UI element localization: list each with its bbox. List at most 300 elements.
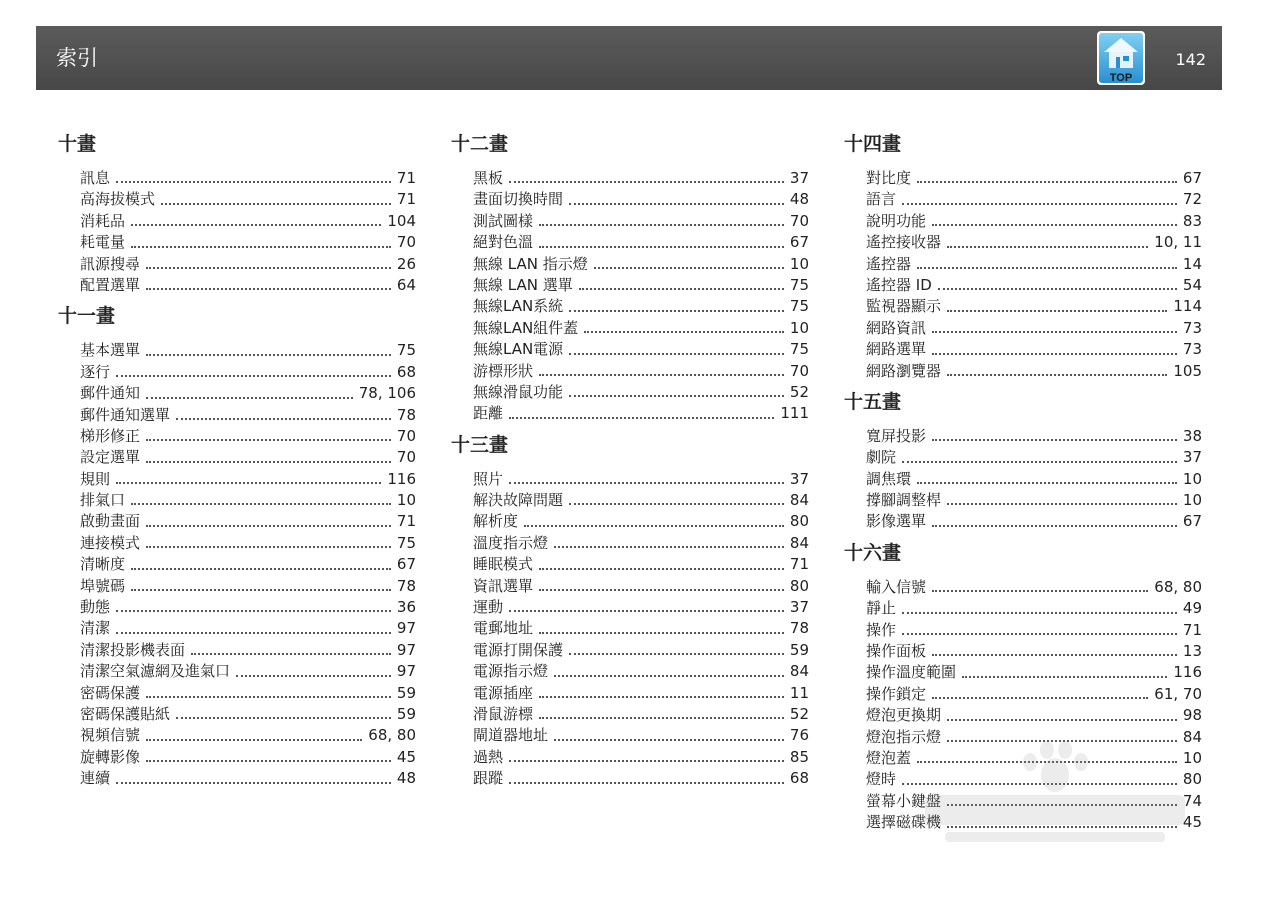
index-entry[interactable]	[473, 704, 809, 725]
dot-leader	[146, 696, 391, 698]
index-term: 旋轉影像	[80, 747, 141, 766]
page-reference-link[interactable]: 10	[396, 491, 416, 510]
index-term: 動態	[80, 598, 111, 617]
page-reference-link[interactable]: 59	[789, 640, 809, 659]
dot-leader	[917, 267, 1177, 269]
index-term: 視頻信號	[80, 726, 141, 745]
index-term: 網路選單	[866, 340, 927, 359]
page-reference-link[interactable]: 48	[789, 190, 809, 209]
index-term: 無線滑鼠功能	[473, 382, 564, 401]
dot-leader	[146, 461, 391, 463]
index-entry[interactable]	[473, 189, 809, 210]
index-term: 跟蹤	[473, 769, 504, 788]
page-reference-link[interactable]: 74	[1182, 791, 1202, 810]
index-term: 解析度	[473, 512, 519, 531]
dot-leader	[917, 761, 1177, 763]
dot-leader	[116, 632, 391, 634]
page-reference-link[interactable]: 70	[396, 233, 416, 252]
page-reference-link[interactable]: 10	[789, 318, 809, 337]
page-reference-link[interactable]: 48	[396, 769, 416, 788]
index-entry[interactable]	[473, 597, 809, 618]
section-heading: 十五畫	[844, 390, 902, 413]
page-reference-link[interactable]: 45	[396, 747, 416, 766]
dot-leader	[569, 353, 784, 355]
page-reference-link[interactable]: 45	[1182, 813, 1202, 832]
index-entry[interactable]	[866, 296, 1202, 317]
index-entry[interactable]	[80, 597, 416, 618]
index-term: 基本選單	[80, 341, 141, 360]
index-term: 選擇磁碟機	[866, 813, 942, 832]
dot-leader	[116, 782, 391, 784]
index-term: 啟動畫面	[80, 512, 141, 531]
dot-leader	[947, 246, 1148, 248]
index-entry[interactable]	[80, 426, 416, 447]
index-entry[interactable]	[80, 383, 416, 404]
page-reference-link[interactable]: 80	[789, 512, 809, 531]
index-entry[interactable]	[80, 168, 416, 189]
dot-leader	[539, 632, 784, 634]
page-reference-link[interactable]: 71	[789, 555, 809, 574]
index-term: 高海拔模式	[80, 190, 156, 209]
dot-leader	[509, 782, 784, 784]
index-entry[interactable]	[473, 490, 809, 511]
page-reference-link[interactable]: 71	[396, 190, 416, 209]
page-reference-link[interactable]: 116	[1173, 663, 1202, 682]
index-term: 配置選單	[80, 275, 141, 294]
page-reference-link[interactable]: 75	[396, 533, 416, 552]
page-reference-link[interactable]: 67	[1182, 512, 1202, 531]
index-entry[interactable]	[866, 769, 1202, 790]
dot-leader	[932, 224, 1177, 226]
index-term: 網路瀏覽器	[866, 361, 942, 380]
index-term: 距離	[473, 404, 504, 423]
index-entry[interactable]	[866, 232, 1202, 253]
page-reference-link[interactable]: 68	[396, 362, 416, 381]
dot-leader	[539, 374, 784, 376]
page-reference-link[interactable]: 97	[396, 662, 416, 681]
page-reference-link[interactable]: 52	[789, 382, 809, 401]
page-reference-link[interactable]: 67	[396, 555, 416, 574]
index-entry[interactable]	[866, 211, 1202, 232]
page-reference-link[interactable]: 70	[789, 361, 809, 380]
section-heading: 十六畫	[844, 541, 902, 564]
index-entry[interactable]	[866, 361, 1202, 382]
index-term: 無線LAN電源	[473, 340, 564, 359]
page-reference-link[interactable]: 70	[789, 211, 809, 230]
index-entry[interactable]	[473, 403, 809, 424]
page-reference-link[interactable]: 84	[1182, 727, 1202, 746]
page-reference-link[interactable]: 54	[1182, 275, 1202, 294]
index-term: 清潔	[80, 619, 111, 638]
dot-leader	[594, 267, 784, 269]
index-entry[interactable]	[473, 618, 809, 639]
index-entry[interactable]	[80, 661, 416, 682]
dot-leader	[917, 181, 1177, 183]
page-reference-link[interactable]: 11	[789, 683, 809, 702]
page-reference-link[interactable]: 26	[396, 254, 416, 273]
index-entry[interactable]	[866, 812, 1202, 833]
dot-leader	[539, 589, 784, 591]
index-entry[interactable]	[80, 362, 416, 383]
page-reference-link[interactable]: 10	[789, 254, 809, 273]
index-term: 資訊選單	[473, 576, 534, 595]
page-reference-link[interactable]: 67	[1182, 168, 1202, 187]
index-term: 過熱	[473, 747, 504, 766]
index-term: 清潔空氣濾網及進氣口	[80, 662, 231, 681]
page-reference-link[interactable]: 85	[789, 747, 809, 766]
index-term: 監視器顯示	[866, 297, 942, 316]
index-section	[844, 388, 1204, 533]
dot-leader	[509, 482, 784, 484]
page-reference-link[interactable]: 37	[789, 598, 809, 617]
index-entry[interactable]	[80, 511, 416, 532]
page-reference-link[interactable]: 78, 106	[358, 384, 416, 403]
index-entry[interactable]	[866, 705, 1202, 726]
index-term: 遙控器	[866, 254, 912, 273]
index-term: 電源插座	[473, 683, 534, 702]
index-term: 連續	[80, 769, 111, 788]
page-reference-link[interactable]: 76	[789, 726, 809, 745]
index-term: 郵件通知選單	[80, 405, 171, 424]
index-entry[interactable]	[80, 447, 416, 468]
dot-leader	[539, 568, 784, 570]
page-reference-link[interactable]: 10, 11	[1154, 233, 1202, 252]
page-reference-link[interactable]: 105	[1173, 361, 1202, 380]
page-reference-link[interactable]: 68, 80	[1154, 577, 1202, 596]
index-entry[interactable]	[473, 361, 809, 382]
index-entry[interactable]	[80, 768, 416, 789]
page-reference-link[interactable]: 59	[396, 704, 416, 723]
index-entry[interactable]	[473, 683, 809, 704]
index-entry-list	[80, 168, 416, 296]
top-button[interactable]	[1096, 30, 1146, 86]
index-entry[interactable]	[866, 511, 1202, 532]
page-reference-link[interactable]: 73	[1182, 340, 1202, 359]
index-entry[interactable]	[866, 189, 1202, 210]
dot-leader	[146, 525, 391, 527]
index-term: 耗電量	[80, 233, 126, 252]
page-reference-link[interactable]: 71	[396, 512, 416, 531]
dot-leader	[131, 589, 391, 591]
page-reference-link[interactable]: 14	[1182, 254, 1202, 273]
dot-leader	[569, 503, 784, 505]
dot-leader	[131, 503, 391, 505]
page-reference-link[interactable]: 97	[396, 619, 416, 638]
dot-leader	[524, 525, 784, 527]
index-term: 設定選單	[80, 448, 141, 467]
index-entry[interactable]	[866, 339, 1202, 360]
dot-leader	[131, 224, 381, 226]
dot-leader	[509, 417, 774, 419]
index-term: 密碼保護貼紙	[80, 704, 171, 723]
index-column-1	[58, 130, 418, 796]
dot-leader	[947, 503, 1177, 505]
index-term: 操作鎖定	[866, 684, 927, 703]
section-heading: 十一畫	[58, 305, 116, 328]
dot-leader	[917, 482, 1177, 484]
page-reference-link[interactable]: 59	[396, 683, 416, 702]
page-reference-link[interactable]: 37	[1182, 448, 1202, 467]
index-entry[interactable]	[473, 339, 809, 360]
dot-leader	[176, 418, 391, 420]
page-reference-link[interactable]: 67	[789, 233, 809, 252]
dot-leader	[569, 395, 784, 397]
page-reference-link[interactable]: 80	[789, 576, 809, 595]
page-reference-link[interactable]: 75	[789, 275, 809, 294]
index-term: 畫面切換時間	[473, 190, 564, 209]
page-reference-link[interactable]: 98	[1182, 706, 1202, 725]
page-reference-link[interactable]: 111	[780, 404, 809, 423]
dot-leader	[161, 203, 391, 205]
index-term: 郵件通知	[80, 384, 141, 403]
section-heading: 十四畫	[844, 133, 902, 155]
index-term: 逐行	[80, 362, 111, 381]
page-reference-link[interactable]: 37	[789, 469, 809, 488]
index-term: 操作溫度範圍	[866, 663, 957, 682]
dot-leader	[191, 653, 391, 655]
index-entry[interactable]	[473, 168, 809, 189]
index-entry[interactable]	[473, 661, 809, 682]
index-entry[interactable]	[473, 554, 809, 575]
index-term: 寬屏投影	[866, 426, 927, 445]
index-entry[interactable]	[80, 725, 416, 746]
index-entry-list	[866, 168, 1202, 382]
page-reference-link[interactable]: 71	[1182, 620, 1202, 639]
index-entry[interactable]	[80, 211, 416, 232]
page-reference-link[interactable]: 70	[396, 426, 416, 445]
index-entry[interactable]	[866, 641, 1202, 662]
index-entry[interactable]	[80, 232, 416, 253]
index-term: 照片	[473, 469, 504, 488]
dot-leader	[146, 397, 353, 399]
index-entry[interactable]	[80, 469, 416, 490]
dot-leader	[236, 675, 391, 677]
index-entry-list	[473, 168, 809, 425]
dot-leader	[962, 676, 1167, 678]
index-entry[interactable]	[866, 620, 1202, 641]
dot-leader	[902, 203, 1177, 205]
index-term: 規則	[80, 469, 111, 488]
index-entry[interactable]	[473, 768, 809, 789]
page-reference-link[interactable]: 84	[789, 662, 809, 681]
index-term: 清晰度	[80, 555, 126, 574]
index-entry[interactable]	[866, 727, 1202, 748]
index-term: 無線LAN系統	[473, 297, 564, 316]
index-entry[interactable]	[473, 533, 809, 554]
dot-leader	[146, 760, 391, 762]
page-reference-link[interactable]: 10	[1182, 469, 1202, 488]
index-column-2	[451, 130, 811, 796]
page-reference-link[interactable]: 72	[1182, 190, 1202, 209]
index-entry[interactable]	[866, 662, 1202, 683]
section-heading: 十畫	[58, 133, 97, 155]
index-entry[interactable]	[866, 577, 1202, 598]
page-reference-link[interactable]: 78	[396, 576, 416, 595]
dot-leader	[947, 374, 1167, 376]
dot-leader	[146, 439, 391, 441]
index-entry[interactable]	[473, 747, 809, 768]
index-entry[interactable]	[473, 576, 809, 597]
dot-leader	[539, 246, 784, 248]
dot-leader	[176, 717, 391, 719]
dot-leader	[947, 740, 1177, 742]
dot-leader	[146, 267, 391, 269]
dot-leader	[947, 310, 1167, 312]
index-entry-list	[80, 340, 416, 789]
page-reference-link[interactable]: 68, 80	[368, 726, 416, 745]
dot-leader	[932, 525, 1177, 527]
index-entry[interactable]	[866, 254, 1202, 275]
index-term: 睡眠模式	[473, 555, 534, 574]
index-entry[interactable]	[473, 296, 809, 317]
page-reference-link[interactable]: 70	[396, 448, 416, 467]
page-reference-link[interactable]: 36	[396, 598, 416, 617]
index-entry[interactable]	[80, 189, 416, 210]
index-term: 消耗品	[80, 211, 126, 230]
index-term: 電源打開保護	[473, 640, 564, 659]
index-entry[interactable]	[473, 232, 809, 253]
dot-leader	[932, 353, 1177, 355]
index-term: 游標形狀	[473, 361, 534, 380]
index-section	[451, 431, 811, 790]
page-reference-link[interactable]: 73	[1182, 318, 1202, 337]
page-reference-link[interactable]: 75	[396, 341, 416, 360]
index-term: 埠號碼	[80, 576, 126, 595]
index-entry[interactable]	[80, 405, 416, 426]
index-entry[interactable]	[866, 318, 1202, 339]
page-reference-link[interactable]: 114	[1173, 297, 1202, 316]
index-section	[451, 130, 811, 425]
index-entry[interactable]	[80, 704, 416, 725]
dot-leader	[932, 697, 1148, 699]
dot-leader	[146, 546, 391, 548]
index-entry[interactable]	[80, 747, 416, 768]
index-entry[interactable]	[866, 490, 1202, 511]
index-term: 網路資訊	[866, 318, 927, 337]
dot-leader	[554, 739, 784, 741]
page-reference-link[interactable]: 38	[1182, 426, 1202, 445]
page-reference-link[interactable]: 61, 70	[1154, 684, 1202, 703]
page-reference-link[interactable]: 78	[396, 405, 416, 424]
dot-leader	[569, 203, 784, 205]
page-reference-link[interactable]: 75	[789, 340, 809, 359]
page-reference-link[interactable]: 71	[396, 168, 416, 187]
index-term: 閘道器地址	[473, 726, 549, 745]
index-entry[interactable]	[80, 618, 416, 639]
dot-leader	[902, 461, 1177, 463]
dot-leader	[539, 224, 784, 226]
page-reference-link[interactable]: 52	[789, 704, 809, 723]
index-term: 燈泡蓋	[866, 748, 912, 767]
index-entry[interactable]	[473, 211, 809, 232]
index-term: 遙控器 ID	[866, 275, 932, 294]
index-section	[844, 539, 1204, 834]
index-entry[interactable]	[80, 640, 416, 661]
page-reference-link[interactable]: 78	[789, 619, 809, 638]
page-reference-link[interactable]: 84	[789, 533, 809, 552]
page-reference-link[interactable]: 10	[1182, 748, 1202, 767]
index-term: 梯形修正	[80, 426, 141, 445]
index-entry[interactable]	[473, 318, 809, 339]
index-entry[interactable]	[80, 340, 416, 361]
page-reference-link[interactable]: 13	[1182, 642, 1202, 661]
index-term: 電源指示燈	[473, 662, 549, 681]
dot-leader	[131, 246, 391, 248]
index-term: 無線LAN組件蓋	[473, 318, 579, 337]
dot-leader	[146, 288, 391, 290]
dot-leader	[938, 288, 1177, 290]
dot-leader	[579, 288, 784, 290]
page-reference-link[interactable]: 10	[1182, 491, 1202, 510]
index-entry-list	[866, 426, 1202, 533]
index-term: 調焦環	[866, 469, 912, 488]
index-entry[interactable]	[866, 469, 1202, 490]
index-entry[interactable]	[866, 426, 1202, 447]
page-reference-link[interactable]: 97	[396, 640, 416, 659]
index-entry[interactable]	[473, 725, 809, 746]
index-entry[interactable]	[80, 490, 416, 511]
index-entry-list	[866, 577, 1202, 834]
index-term: 電郵地址	[473, 619, 534, 638]
index-entry[interactable]	[80, 576, 416, 597]
index-term: 遙控接收器	[866, 233, 942, 252]
index-entry[interactable]	[866, 275, 1202, 296]
index-term: 密碼保護	[80, 683, 141, 702]
index-entry[interactable]	[866, 168, 1202, 189]
index-entry[interactable]	[866, 684, 1202, 705]
index-term: 解決故障問題	[473, 491, 564, 510]
index-entry[interactable]	[473, 254, 809, 275]
page-reference-link[interactable]: 80	[1182, 770, 1202, 789]
index-entry[interactable]	[866, 447, 1202, 468]
dot-leader	[554, 675, 784, 677]
index-entry[interactable]	[80, 275, 416, 296]
section-heading: 十三畫	[451, 433, 509, 456]
page-reference-link[interactable]: 84	[789, 491, 809, 510]
page-reference-link[interactable]: 75	[789, 297, 809, 316]
index-entry[interactable]	[473, 382, 809, 403]
dot-leader	[146, 354, 391, 356]
index-entry[interactable]	[80, 554, 416, 575]
page-reference-link[interactable]: 49	[1182, 599, 1202, 618]
index-entry[interactable]	[866, 748, 1202, 769]
page-reference-link[interactable]: 83	[1182, 211, 1202, 230]
index-entry[interactable]	[473, 469, 809, 490]
dot-leader	[539, 717, 784, 719]
index-term: 螢幕小鍵盤	[866, 791, 942, 810]
index-entry[interactable]	[473, 640, 809, 661]
index-entry[interactable]	[866, 791, 1202, 812]
index-entry[interactable]	[80, 683, 416, 704]
page-reference-link[interactable]: 104	[387, 211, 416, 230]
index-entry[interactable]	[473, 511, 809, 532]
page-reference-link[interactable]: 68	[789, 769, 809, 788]
index-section	[58, 130, 418, 296]
index-entry[interactable]	[473, 275, 809, 296]
page-reference-link[interactable]: 37	[789, 168, 809, 187]
page-reference-link[interactable]: 64	[396, 275, 416, 294]
index-term: 連接模式	[80, 533, 141, 552]
index-entry[interactable]	[80, 533, 416, 554]
index-entry[interactable]	[80, 254, 416, 275]
index-term: 訊源搜尋	[80, 254, 141, 273]
dot-leader	[554, 546, 784, 548]
page-header	[36, 26, 1222, 90]
page-reference-link[interactable]: 116	[387, 469, 416, 488]
index-entry[interactable]	[866, 598, 1202, 619]
dot-leader	[116, 375, 391, 377]
dot-leader	[116, 610, 391, 612]
